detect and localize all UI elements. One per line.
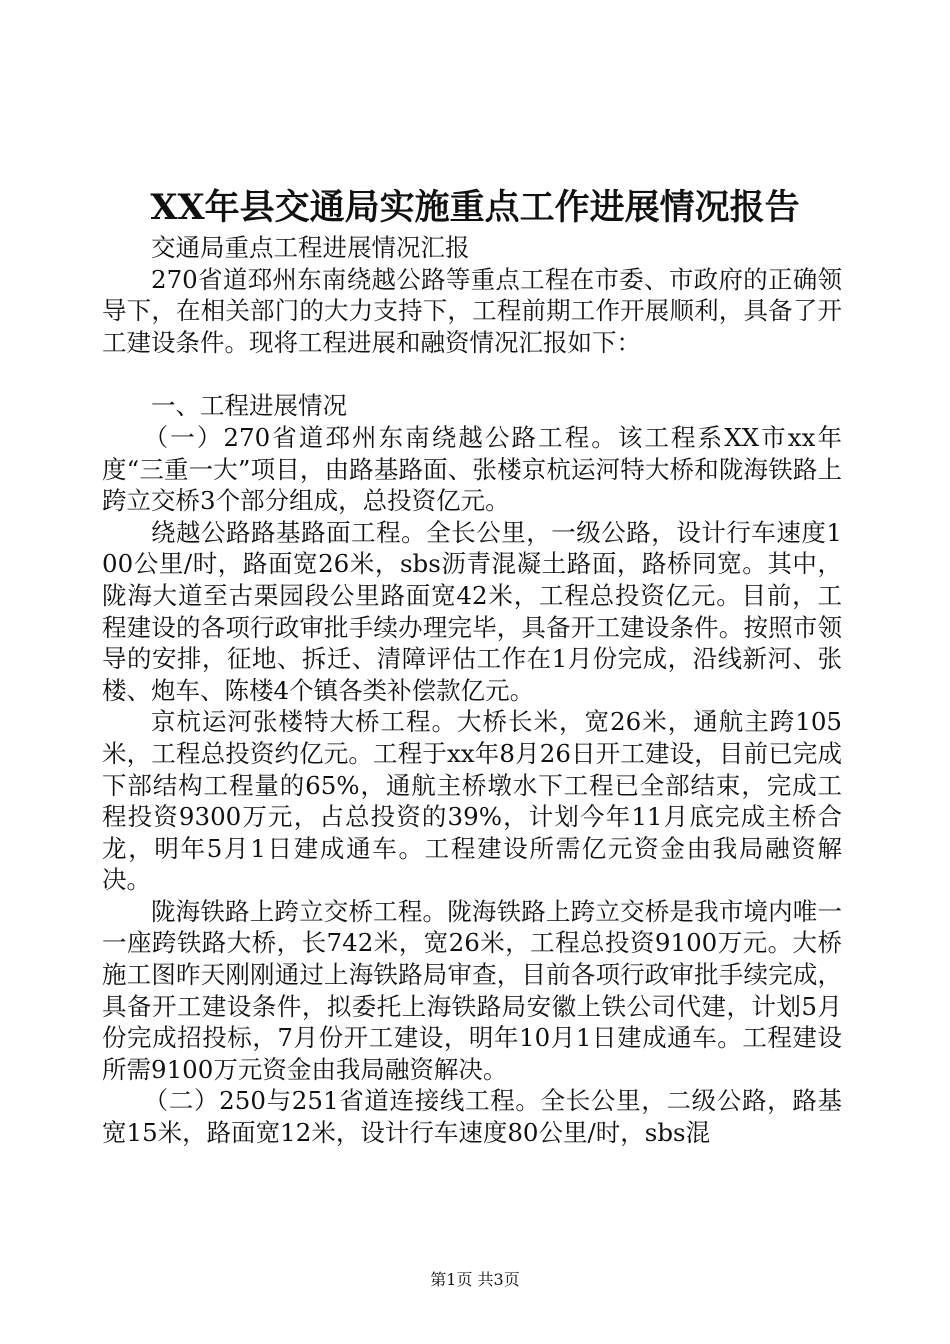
paragraph-bridge: 京杭运河张楼特大桥工程。大桥长米，宽26米，通航主跨105米，工程总投资约亿元。工程于xx年8月26日开工建设，目前已完成下部结构工程量的65%，通航主桥墩水下工程已全部结束，完成工程投资9300万元，占总投资的39%，计划今年11月底完成主桥合龙，明年5月1日建成通车。工程建设所需亿元资金由我局融资解决。 xyxy=(102,707,842,895)
paragraph-intro: 270省道邳州东南绕越公路等重点工程在市委、市政府的正确领导下，在相关部门的大力支持下，工程前期工作开展顺利，具备了开工建设条件。现将工程进展和融资情况汇报如下： xyxy=(102,264,842,357)
paragraph-overpass: 陇海铁路上跨立交桥工程。陇海铁路上跨立交桥是我市境内唯一一座跨铁路大桥，长742米，宽26米，工程总投资9100万元。大桥施工图昨天刚刚通过上海铁路局审查，目前各项行政审批手续完成，具备开工建设条件，拟委托上海铁路局安徽上铁公司代建，计划5月份完成招投标，7月份开工建设，明年10月1日建成通车。工程建设所需9100万元资金由我局融资解决。 xyxy=(102,896,842,1084)
paragraph-item-1: （一）270省道邳州东南绕越公路工程。该工程系XX市xx年度“三重一大”项目，由路基路面、张楼京杭运河特大桥和陇海铁路上跨立交桥3个部分组成，总投资亿元。 xyxy=(102,422,842,516)
paragraph-item-2: （二）250与251省道连接线工程。全长公里，二级公路，路基宽15米，路面宽12米，设计行车速度80公里/时，sbs混 xyxy=(102,1086,842,1148)
document-title: XX年县交通局实施重点工作进展情况报告 xyxy=(150,187,800,228)
page-footer: 第1页 共3页 xyxy=(430,1270,520,1289)
paragraph-roadbed: 绕越公路路基路面工程。全长公里，一级公路，设计行车速度100公里/时，路面宽26米，sbs沥青混凝土路面，路桥同宽。其中，陇海大道至古栗园段公里路面宽42米，工程总投资亿元。目前，工程建设的各项行政审批手续办理完毕，具备开工建设条件。按照市领导的安排，征地、拆迁、清障评估工作在1月份完成，沿线新河、张楼、炮车、陈楼4个镇各类补偿款亿元。 xyxy=(102,517,842,705)
paragraph-subtitle: 交通局重点工程进展情况汇报 xyxy=(151,233,470,262)
section-heading: 一、工程进展情况 xyxy=(151,391,347,421)
document-body xyxy=(102,232,842,1149)
